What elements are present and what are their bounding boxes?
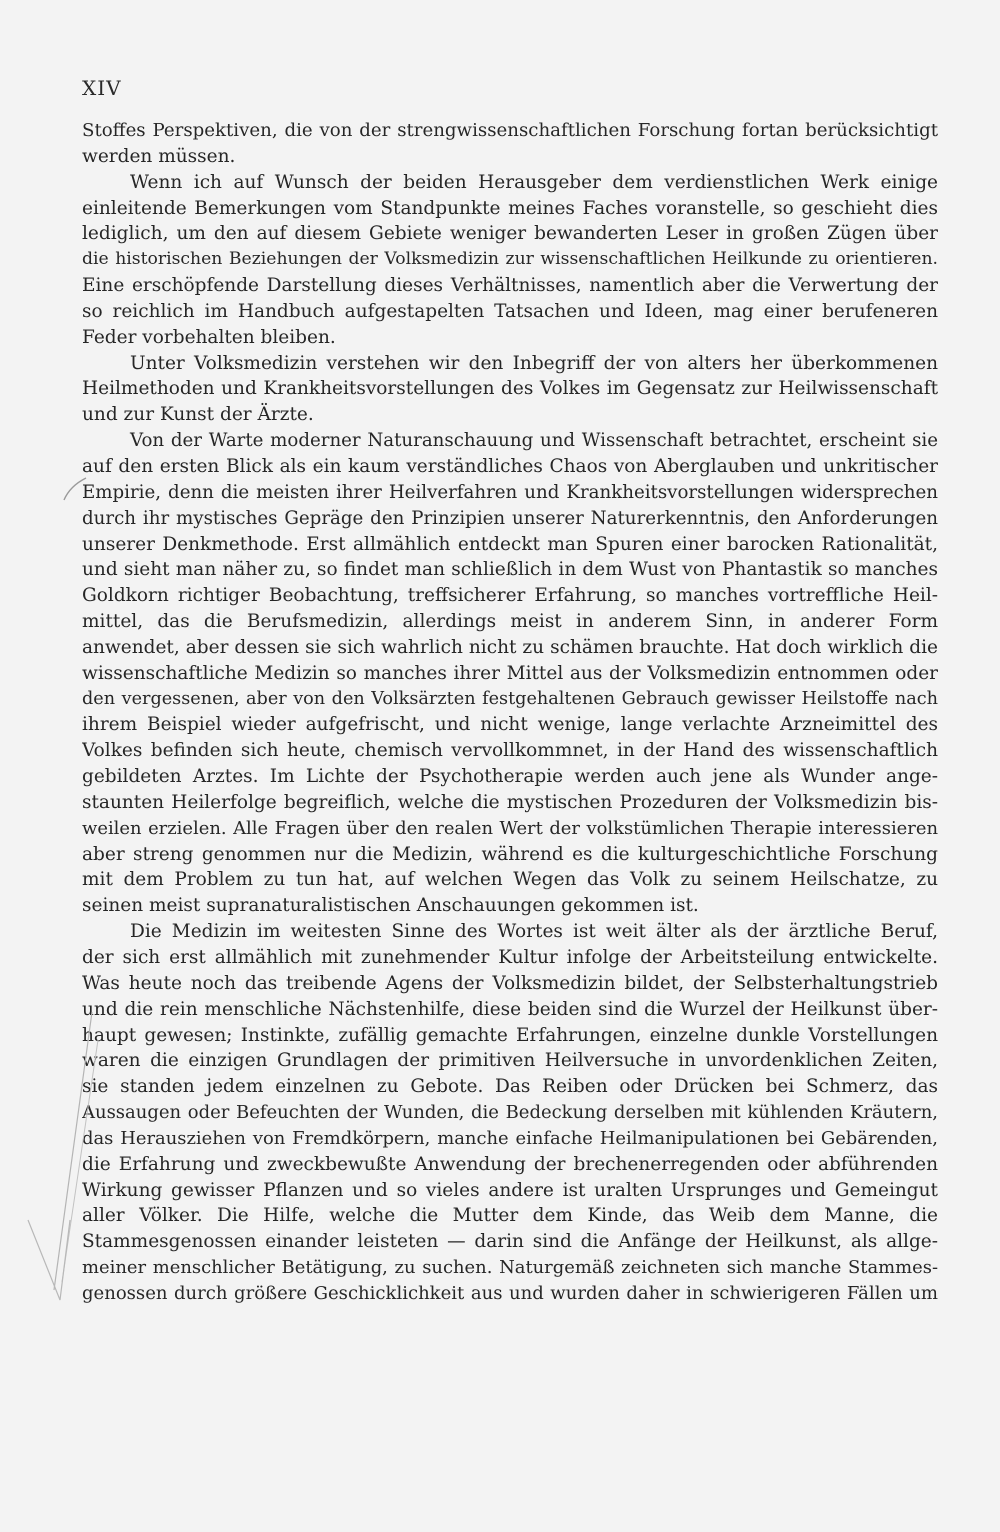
- text-line: und sieht man näher zu, so findet man schließlich in dem Wust von Phantastik so manches: [82, 559, 938, 581]
- page-number: XIV: [82, 76, 122, 100]
- text-line: einleitende Bemerkungen vom Standpunkte meines Faches voranstelle, so geschieht dies: [82, 197, 938, 219]
- text-line: weilen erzielen. Alle Fragen über den realen Wert der volkstümlichen Therapie interessieren: [82, 817, 938, 839]
- text-line: Aussaugen oder Befeuchten der Wunden, die Bedeckung derselben mit kühlenden Kräutern,: [82, 1102, 938, 1124]
- text-line: die Erfahrung und zweckbewußte Anwendung der brechenerregenden oder abführenden: [82, 1153, 938, 1175]
- body-text: [82, 118, 938, 1333]
- text-line: Empirie, denn die meisten ihrer Heilverfahren und Krankheitsvorstellungen widersprechen: [82, 481, 938, 503]
- text-line: aller Völker. Die Hilfe, welche die Mutter dem Kinde, das Weib dem Manne, die: [82, 1205, 938, 1227]
- text-line: mit dem Problem zu tun hat, auf welchen Wegen das Volk zu seinem Heilschatze, zu: [82, 869, 938, 891]
- text-line: Stoffes Perspektiven, die von der strengwissenschaftlichen Forschung fortan berücksichtigt: [82, 120, 938, 141]
- text-line: die historischen Beziehungen der Volksmedizin zur wissenschaftlichen Heilkunde zu orientieren.: [82, 249, 938, 270]
- text-line: und die rein menschliche Nächstenhilfe, diese beiden sind die Wurzel der Heilkunst über-: [82, 998, 938, 1020]
- text-line: werden müssen.: [82, 145, 236, 167]
- text-line: auf den ersten Blick als ein kaum verständliches Chaos von Aberglauben und unkritischer: [82, 455, 938, 477]
- text-line: aber streng genommen nur die Medizin, während es die kulturgeschichtliche Forschung: [82, 843, 938, 865]
- text-line: wissenschaftliche Medizin so manches ihrer Mittel aus der Volksmedizin entnommen oder: [82, 662, 938, 684]
- text-line: Stammesgenossen einander leisteten — darin sind die Anfänge der Heilkunst, als allge-: [82, 1231, 938, 1253]
- text-line: den vergessenen, aber von den Volksärzten festgehaltenen Gebrauch gewisser Heilstoffe nach: [82, 688, 938, 709]
- text-line: Heilmethoden und Krankheitsvorstellungen des Volkes im Gegensatz zur Heilwissenschaft: [82, 378, 938, 400]
- text-line: sie standen jedem einzelnen zu Gebote. Das Reiben oder Drücken bei Schmerz, das: [82, 1076, 938, 1098]
- text-line: anwendet, aber dessen sie sich wahrlich nicht zu schämen brauchte. Hat doch wirklich die: [82, 636, 938, 658]
- text-line: unserer Denkmethode. Erst allmählich entdeckt man Spuren einer barocken Rationalität,: [82, 533, 938, 555]
- text-line: Eine erschöpfende Darstellung dieses Verhältnisses, namentlich aber die Verwertung der: [82, 275, 938, 297]
- text-line: Die Medizin im weitesten Sinne des Wortes ist weit älter als der ärztliche Beruf,: [130, 921, 938, 943]
- text-line: mittel, das die Berufsmedizin, allerdings meist in anderem Sinn, in anderer Form: [82, 611, 938, 633]
- text-line: Wirkung gewisser Pflanzen und so vieles andere ist uralten Ursprunges und Gemeingut: [82, 1179, 938, 1201]
- text-line: das Herausziehen von Fremdkörpern, manche einfache Heilmanipulationen bei Gebärenden,: [82, 1127, 938, 1149]
- text-line: der sich erst allmählich mit zunehmender Kultur infolge der Arbeitsteilung entwickelte.: [82, 947, 938, 968]
- text-line: Volkes befinden sich heute, chemisch vervollkommnet, in der Hand des wissenschaftlich: [82, 740, 938, 762]
- text-line: Unter Volksmedizin verstehen wir den Inbegriff der von alters her überkommenen: [130, 352, 938, 374]
- text-line: Feder vorbehalten bleiben.: [82, 326, 336, 348]
- text-line: und zur Kunst der Ärzte.: [82, 404, 314, 426]
- text-line: durch ihr mystisches Gepräge den Prinzipien unserer Naturerkenntnis, den Anforderungen: [82, 507, 938, 529]
- pencil-arrow-mark: [28, 1220, 70, 1300]
- text-line: seinen meist supranaturalistischen Anschauungen gekommen ist.: [82, 895, 699, 917]
- text-line: meiner menschlicher Betätigung, zu suchen. Naturgemäß zeichneten sich manche Stammes-: [82, 1257, 938, 1279]
- text-line: genossen durch größere Geschicklichkeit aus und wurden daher in schwierigeren Fällen um: [82, 1282, 938, 1304]
- text-line: ihrem Beispiel wieder aufgefrischt, und nicht wenige, lange verlachte Arzneimittel des: [82, 714, 938, 736]
- text-line: staunten Heilerfolge begreiflich, welche die mystischen Prozeduren der Volksmedizin bis-: [82, 791, 938, 813]
- text-line: Was heute noch das treibende Agens der Volksmedizin bildet, der Selbsterhaltungstrieb: [82, 972, 938, 994]
- text-line: haupt gewesen; Instinkte, zufällig gemachte Erfahrungen, einzelne dunkle Vorstellungen: [82, 1024, 938, 1046]
- text-line: Goldkorn richtiger Beobachtung, treffsicherer Erfahrung, so manches vortreffliche Heil-: [82, 585, 938, 607]
- text-line: Wenn ich auf Wunsch der beiden Herausgeber dem verdienstlichen Werk einige: [130, 171, 938, 193]
- text-line: lediglich, um den auf diesem Gebiete weniger bewanderten Leser in großen Zügen über: [82, 223, 938, 245]
- text-line: Von der Warte moderner Naturanschauung und Wissenschaft betrachtet, erscheint sie: [130, 430, 938, 452]
- text-line: [82, 1307, 938, 1333]
- text-line: so reichlich im Handbuch aufgestapelten Tatsachen und Ideen, mag einer berufeneren: [82, 300, 938, 322]
- text-line: gebildeten Arztes. Im Lichte der Psychotherapie werden auch jene als Wunder ange-: [82, 766, 938, 788]
- text-line: waren die einzigen Grundlagen der primitiven Heilversuche in unvordenklichen Zeiten,: [82, 1050, 938, 1072]
